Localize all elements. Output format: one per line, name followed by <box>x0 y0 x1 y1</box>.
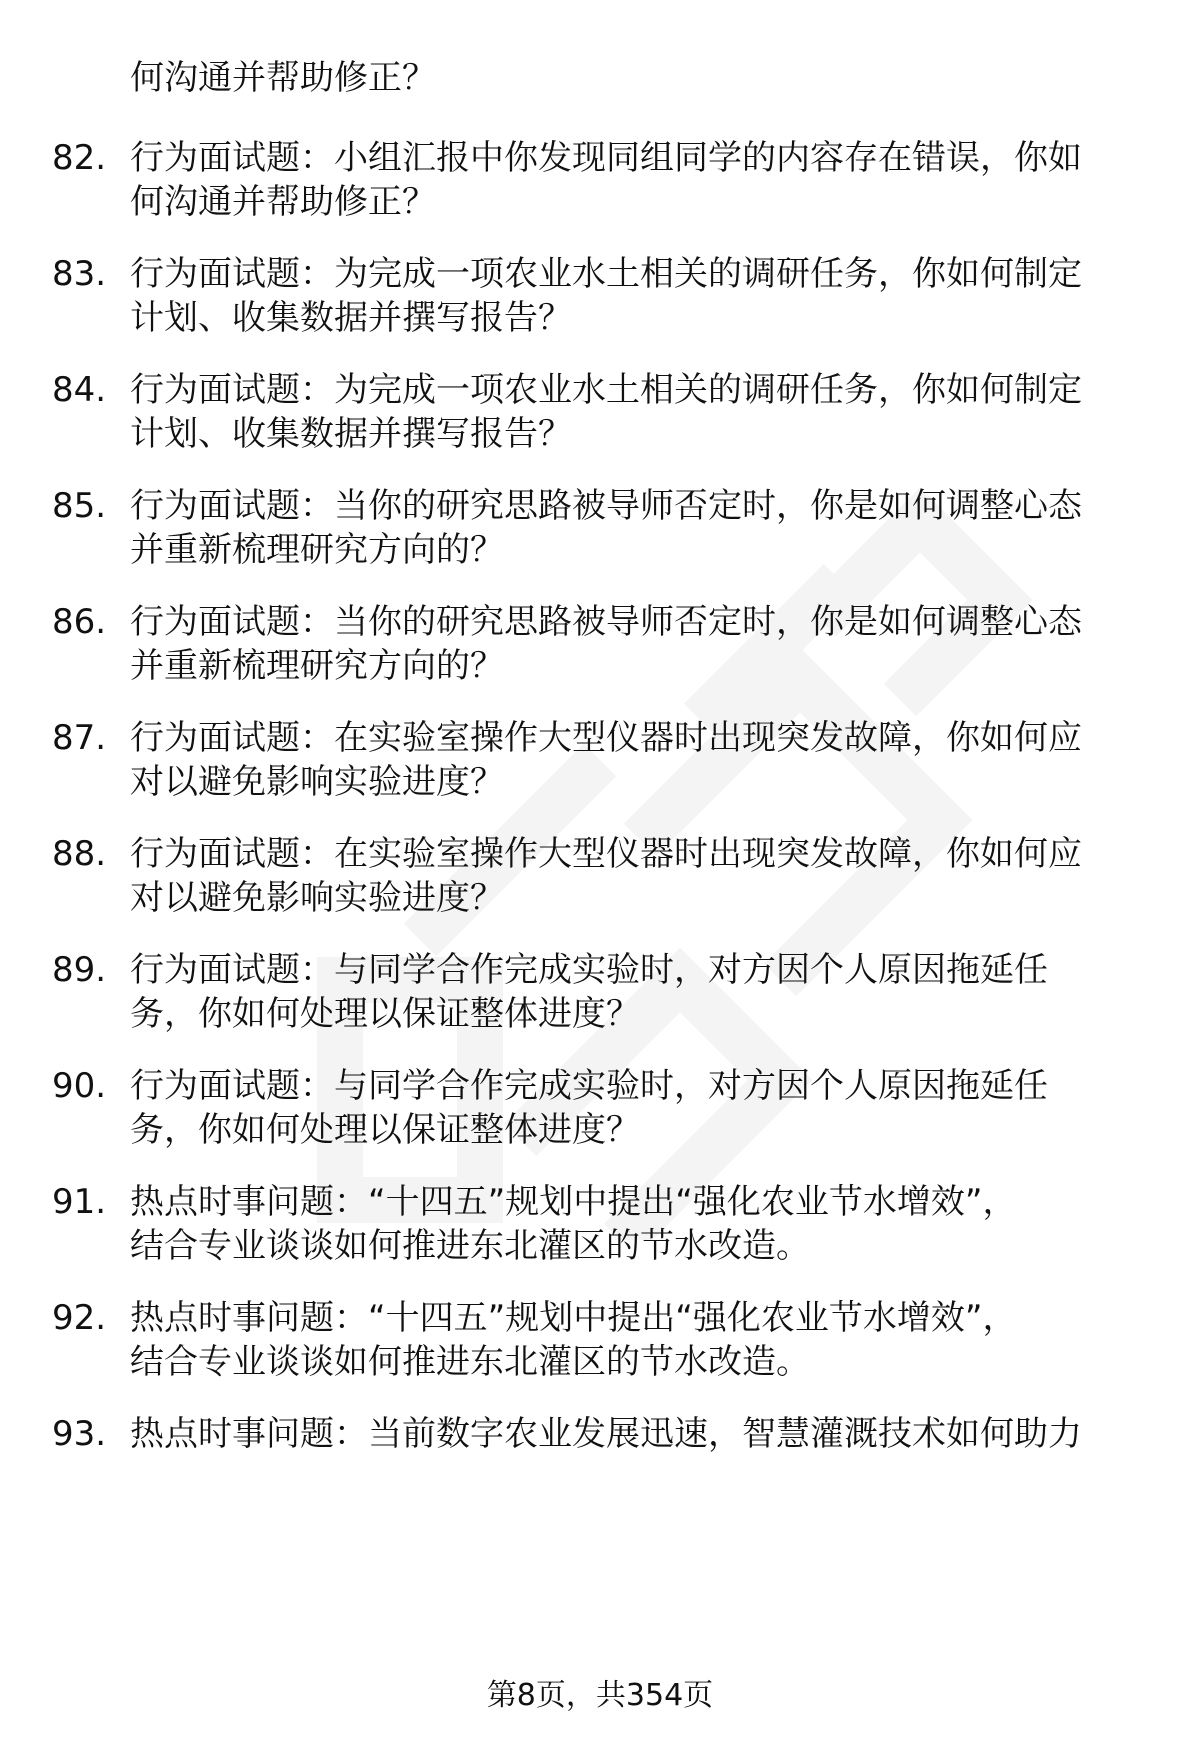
question-text-line2: 对以避免影响实验进度？ <box>130 762 504 802</box>
question-item-90 <box>0 1064 1200 1164</box>
question-text-line2: 何沟通并帮助修正？ <box>130 182 436 222</box>
question-text-line1: 行为面试题：与同学合作完成实验时，对方因个人原因拖延任 <box>130 1066 1048 1106</box>
question-text-line2: 计划、收集数据并撰写报告？ <box>130 414 572 454</box>
question-text-line1: 行为面试题：为完成一项农业水土相关的调研任务，你如何制定 <box>130 370 1082 410</box>
question-text-line1: 行为面试题：当你的研究思路被导师否定时，你是如何调整心态 <box>130 486 1082 526</box>
question-text-line1: 热点时事问题：“十四五”规划中提出“强化农业节水增效”， <box>130 1298 1017 1338</box>
question-number: 87. <box>52 718 107 758</box>
question-number: 90. <box>52 1066 107 1106</box>
question-text-line1: 行为面试题：小组汇报中你发现同组同学的内容存在错误，你如 <box>130 138 1082 178</box>
question-item-83 <box>0 252 1200 352</box>
continuation-text: 何沟通并帮助修正？ <box>130 58 436 98</box>
question-text-line2: 结合专业谈谈如何推进东北灌区的节水改造。 <box>130 1342 810 1382</box>
question-item-88 <box>0 832 1200 932</box>
question-number: 86. <box>52 602 107 642</box>
question-item-89 <box>0 948 1200 1048</box>
question-text-line1: 热点时事问题：当前数字农业发展迅速，智慧灌溉技术如何助力 <box>130 1414 1082 1454</box>
question-text-line1: 行为面试题：为完成一项农业水土相关的调研任务，你如何制定 <box>130 254 1082 294</box>
question-text-line2: 对以避免影响实验进度？ <box>130 878 504 918</box>
question-text-line1: 行为面试题：与同学合作完成实验时，对方因个人原因拖延任 <box>130 950 1048 990</box>
question-text-line1: 热点时事问题：“十四五”规划中提出“强化农业节水增效”， <box>130 1182 1017 1222</box>
question-number: 91. <box>52 1182 107 1222</box>
question-text-line1: 行为面试题：在实验室操作大型仪器时出现突发故障，你如何应 <box>130 718 1082 758</box>
question-item-82 <box>0 136 1200 236</box>
question-number: 83. <box>52 254 107 294</box>
question-item-87 <box>0 716 1200 816</box>
question-item-86 <box>0 600 1200 700</box>
question-text-line2: 计划、收集数据并撰写报告？ <box>130 298 572 338</box>
question-text-line2: 并重新梳理研究方向的？ <box>130 646 504 686</box>
question-text-line1: 行为面试题：当你的研究思路被导师否定时，你是如何调整心态 <box>130 602 1082 642</box>
question-item-85 <box>0 484 1200 584</box>
question-text-line2: 务，你如何处理以保证整体进度？ <box>130 994 640 1034</box>
question-item-92 <box>0 1296 1200 1396</box>
page-number-footer: 第8页，共354页 <box>486 1678 714 1713</box>
question-text-line2: 并重新梳理研究方向的？ <box>130 530 504 570</box>
question-text-line1: 行为面试题：在实验室操作大型仪器时出现突发故障，你如何应 <box>130 834 1082 874</box>
question-number: 88. <box>52 834 107 874</box>
question-number: 89. <box>52 950 107 990</box>
question-number: 85. <box>52 486 107 526</box>
question-number: 92. <box>52 1298 107 1338</box>
question-number: 93. <box>52 1414 107 1454</box>
question-number: 84. <box>52 370 107 410</box>
question-text-line2: 结合专业谈谈如何推进东北灌区的节水改造。 <box>130 1226 810 1266</box>
question-text-line2: 务，你如何处理以保证整体进度？ <box>130 1110 640 1150</box>
question-item-93 <box>0 1412 1200 1512</box>
question-number: 82. <box>52 138 107 178</box>
question-item-91 <box>0 1180 1200 1280</box>
question-item-84 <box>0 368 1200 468</box>
